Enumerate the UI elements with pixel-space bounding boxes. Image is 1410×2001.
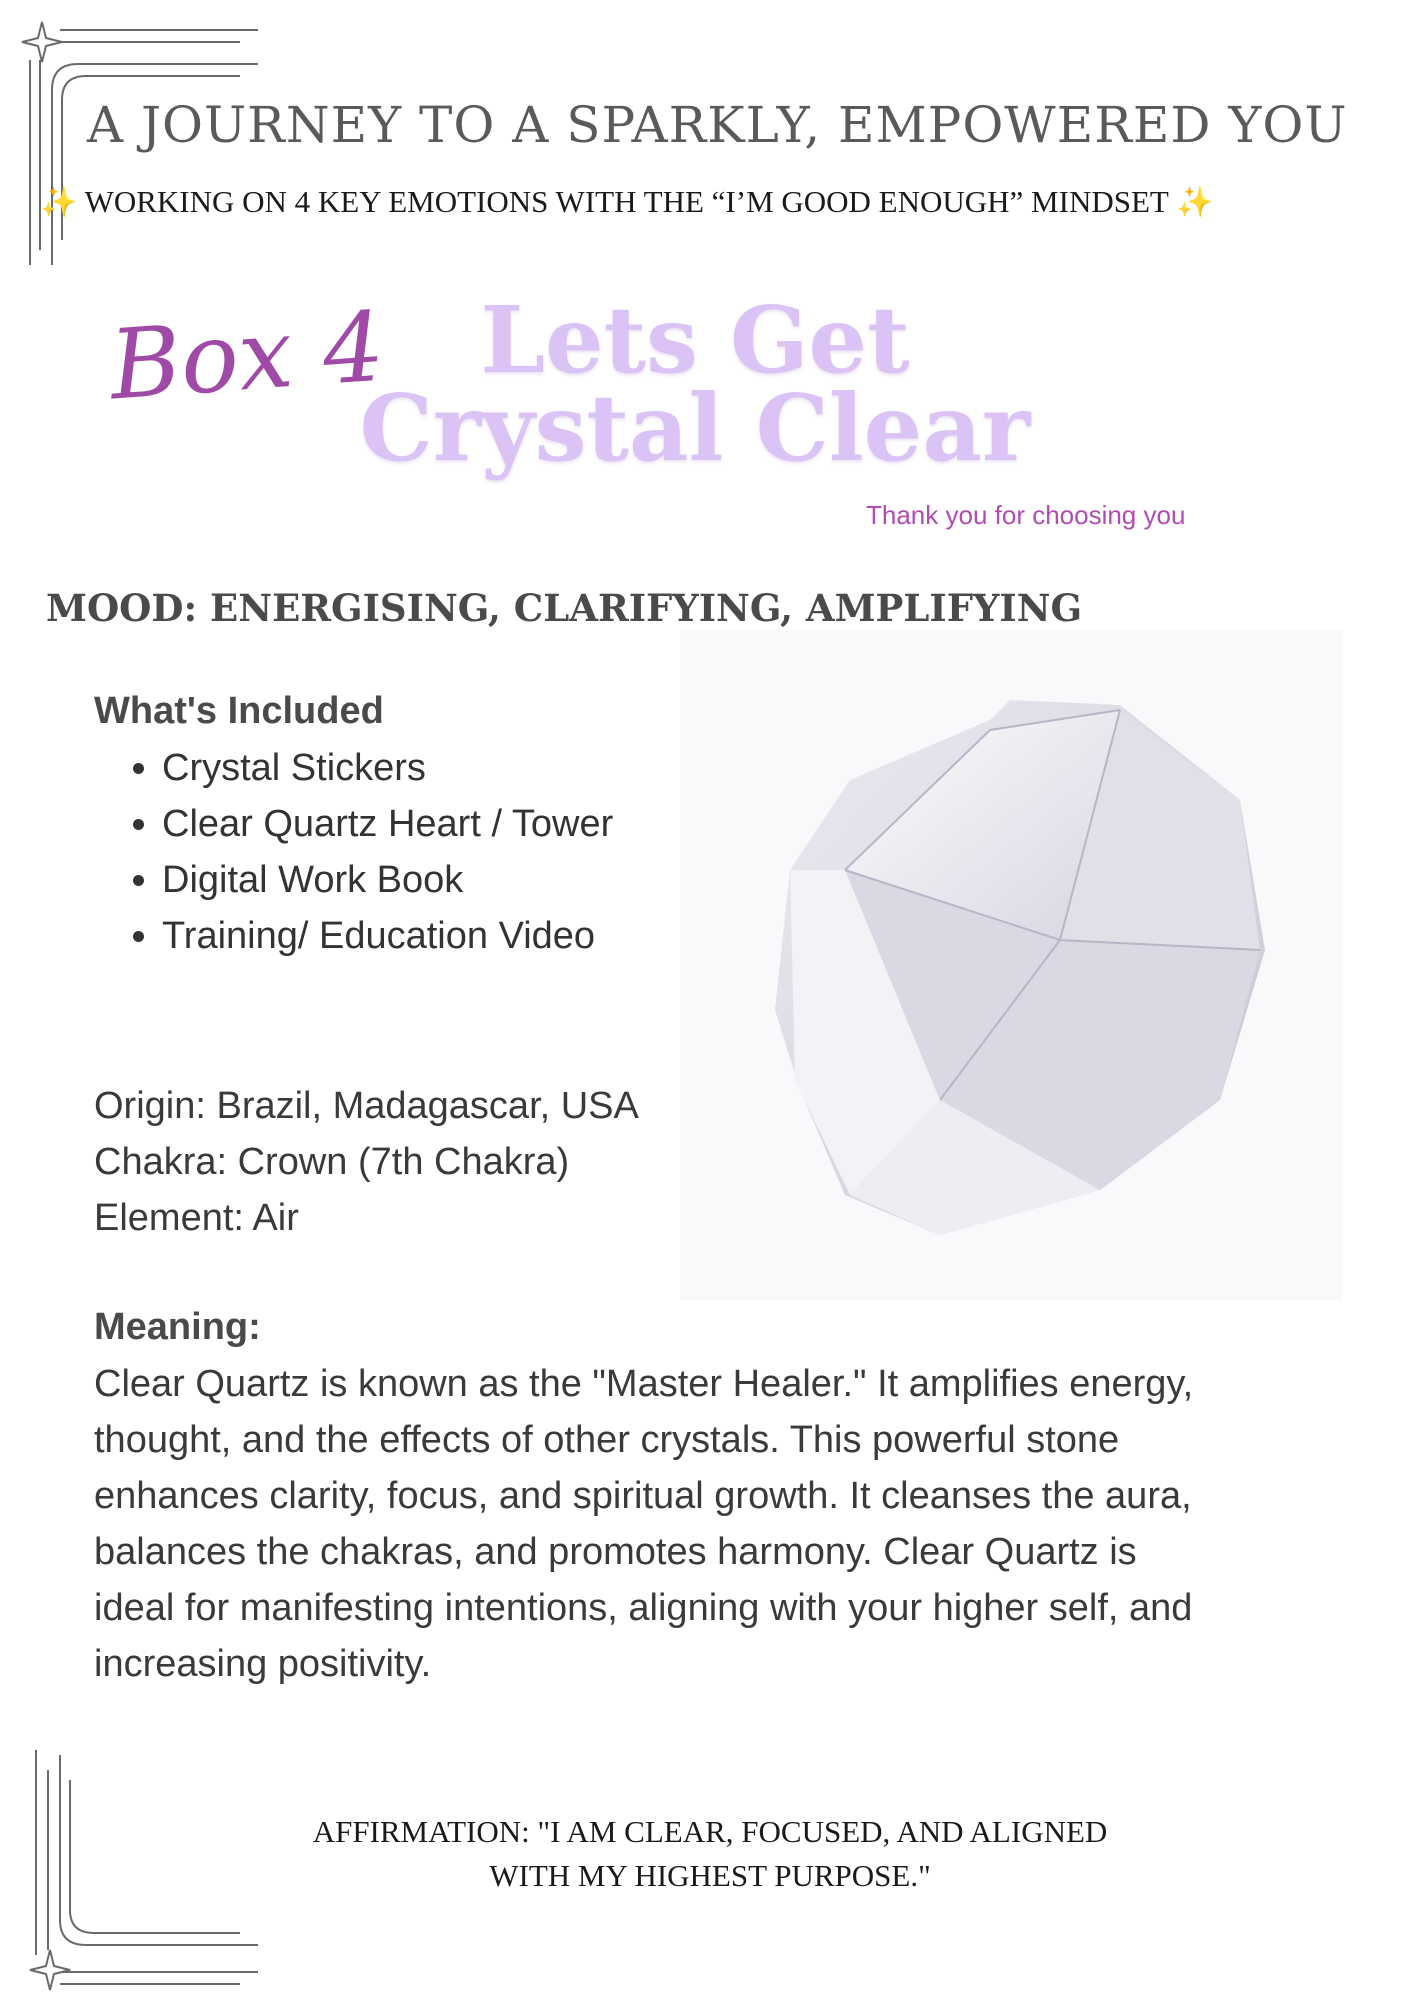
affirmation-line-2: WITH MY HIGHEST PURPOSE." (489, 1858, 931, 1893)
included-list (94, 740, 613, 964)
meaning-heading: Meaning: (94, 1306, 261, 1348)
page-title: A JOURNEY TO A SPARKLY, EMPOWERED YOU (87, 96, 1348, 154)
corner-star-icon (22, 22, 62, 62)
thanks-text: Thank you for choosing you (866, 500, 1186, 530)
mood-heading: MOOD: ENERGISING, CLARIFYING, AMPLIFYING (46, 586, 1083, 630)
box-number-script: Box 4 (106, 290, 388, 422)
list-item: • Crystal Stickers (162, 740, 613, 796)
crystal-info (94, 1078, 639, 1246)
headline-line-1: Lets Get (480, 286, 910, 394)
headline-line-2: Crystal Clear (359, 374, 1031, 482)
list-item: • Digital Work Book (162, 852, 613, 908)
affirmation (200, 1810, 1220, 1898)
whats-included-heading: What's Included (94, 690, 384, 732)
page-subtitle (40, 184, 1213, 220)
clear-quartz-crystal-image (680, 630, 1342, 1300)
meaning-paragraph: Clear Quartz is known as the "Master Healer." It amplifies energy, thought, and the effects of other crystals. This powerful stone enhances clarity, focus, and spiritual growth. It cleanses the aura, balances the chakras, and promotes harmony. Clear Quartz is ideal for manifesting intentions, aligning with your higher self, and increasing positivity. (94, 1363, 1194, 1685)
origin-text: Origin: Brazil, Madagascar, USA (94, 1085, 639, 1127)
affirmation-line-1: AFFIRMATION: "I AM CLEAR, FOCUSED, AND ALIGNED (312, 1814, 1108, 1849)
box-headline (345, 286, 1045, 482)
subtitle-text: WORKING ON 4 KEY EMOTIONS WITH THE “I’M GOOD ENOUGH” MINDSET (84, 184, 1169, 219)
list-item: • Clear Quartz Heart / Tower (162, 796, 613, 852)
element-text: Element: Air (94, 1197, 299, 1239)
sparkle-icon: ✨ (40, 186, 78, 219)
chakra-text: Chakra: Crown (7th Chakra) (94, 1141, 570, 1183)
sparkle-icon: ✨ (1176, 186, 1214, 219)
list-item: • Training/ Education Video (162, 908, 613, 964)
